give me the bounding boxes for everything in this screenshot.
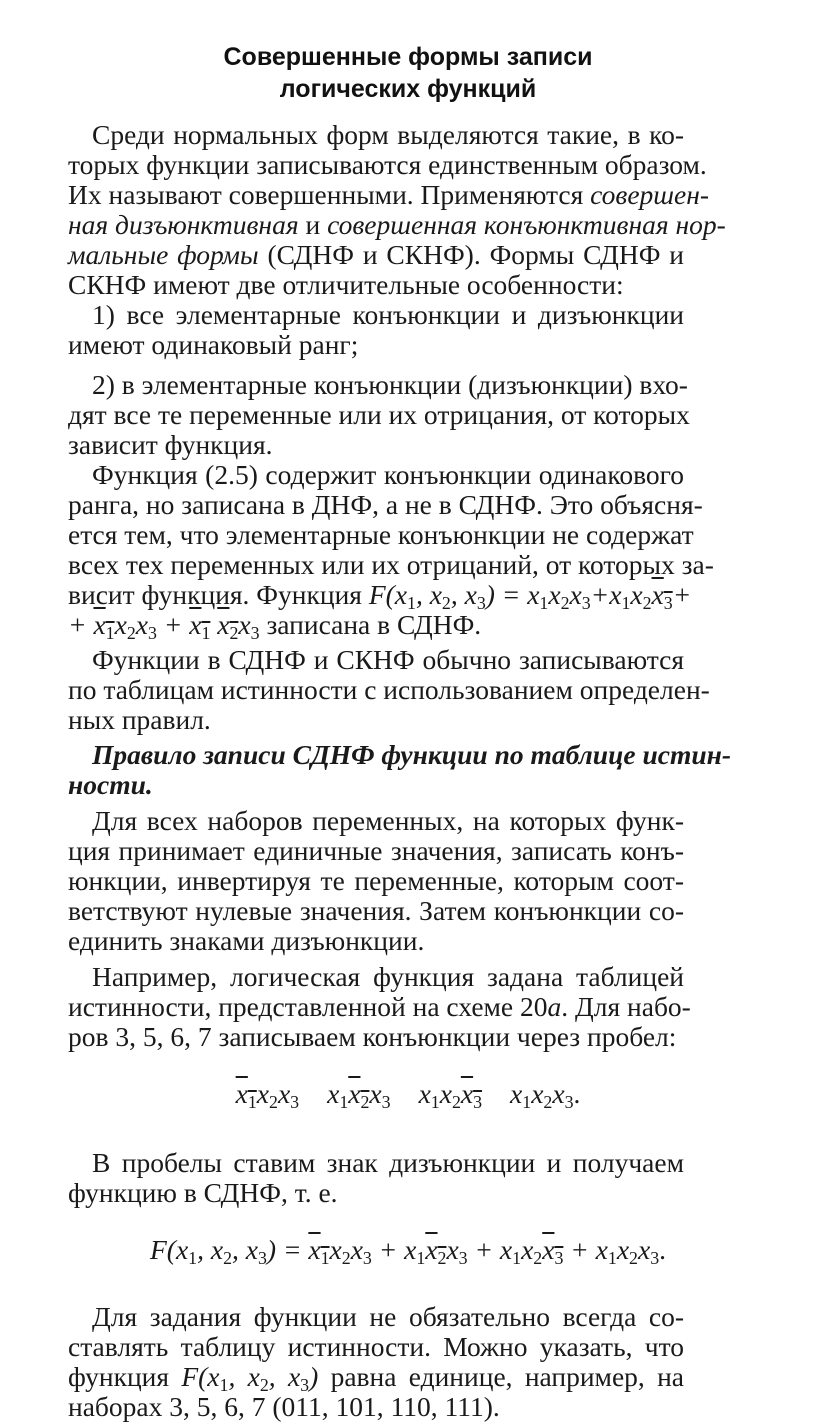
- list-item-2-line-3: зависит функция.: [68, 429, 273, 460]
- p7-line-4: наборах 3, 5, 6, 7 (011, 101, 110, 111).: [68, 1391, 500, 1422]
- p1-line-3-text: Их называют совершенными. Применяются: [68, 179, 584, 210]
- p1-line-1: Среди нормальных форм выделяются такие, в ко-: [92, 119, 684, 150]
- p1-line-5: [68, 240, 684, 270]
- p1-line-4-text: и: [305, 209, 321, 240]
- p4-line-5: единить знаками дизъюнкции.: [68, 925, 425, 956]
- p6-line-1: В пробелы ставим знак дизъюнкции и получаем: [92, 1147, 684, 1178]
- list-item-1-line-1: 1) все элементарные конъюнкции и дизъюнкции: [92, 299, 684, 330]
- p3-line-1: Функции в СДНФ и СКНФ обычно записываются: [92, 644, 684, 675]
- p2-line-6: [68, 609, 684, 643]
- inline-formula-1: $F(x_1$, $x_2$, $x_3) = x_1x_2x_3+x_1x_2x_3+$: [368, 579, 692, 613]
- list-item-2-line-1: 2) в элементарные конъюнкции (дизъюнкции) вхо-: [92, 369, 688, 400]
- p2-line-5: [68, 579, 692, 613]
- p4-line-1: Для всех наборов переменных, на которых функ-: [92, 805, 684, 836]
- p7-line-2: ставлять таблицу истинности. Можно указать, что: [68, 1331, 684, 1362]
- section-title-line-2: логических функций: [279, 75, 537, 103]
- p5-line-2-italic: а: [547, 991, 562, 1022]
- p4-line-4: ветствуют нулевые значения. Затем конъюнкции со-: [68, 895, 684, 926]
- section-title-line-1: Совершенные формы записи: [223, 43, 593, 71]
- p1-line-4-italic-2: совершенная конъюнктивная нор-: [327, 209, 726, 240]
- p5-line-2-text: истинности, представленной на схеме 20: [68, 991, 548, 1022]
- p5-line-1: Например, логическая функция задана таблицей: [92, 961, 684, 992]
- p1-line-6: СКНФ имеют две отличительные особенности:: [68, 269, 624, 300]
- p2-line-1: Функция (2.5) содержит конъюнкции одинакового: [92, 459, 684, 490]
- p7-line-3-text: функция: [68, 1361, 170, 1392]
- p7-line-1: Для задания функции не обязательно всегда со-: [92, 1301, 684, 1332]
- p1-line-5-italic: мальные формы: [68, 239, 259, 270]
- inline-formula-3: $F(x_1$, $x_2$, $x_3$): [181, 1361, 319, 1395]
- p3-line-3: ных правил.: [68, 704, 211, 735]
- conjunctions-formula: $x_1x_2x_3$ $x_1x_2x_3$ $x_1x_2x_3$ $x_1x_2x_3$.: [235, 1078, 581, 1112]
- inline-formula-2: + $x_1x_2x_3 + x_1$ $x_2x_3$: [68, 609, 260, 643]
- p5-line-2: [68, 991, 691, 1022]
- p4-line-3: юнкции, инвертируя те переменные, которым соот-: [68, 865, 684, 896]
- p5-line-2-end: . Для набо-: [561, 991, 691, 1022]
- p2-line-6-text: записана в СДНФ.: [266, 609, 482, 640]
- p7-line-3: [68, 1361, 685, 1395]
- rule-heading-line-1: Правило записи СДНФ функции по таблице истин-: [92, 739, 732, 770]
- list-item-1-line-2: имеют одинаковый ранг;: [68, 329, 359, 360]
- rule-heading-line-2: ности.: [68, 769, 153, 800]
- p1-line-3: [68, 179, 710, 210]
- p2-line-2: ранга, но записана в ДНФ, а не в СДНФ. Это объясня-: [68, 489, 703, 520]
- p1-line-2: торых функции записываются единственным образом.: [68, 149, 707, 180]
- p2-line-3: ется тем, что элементарные конъюнкции не содержат: [68, 519, 694, 550]
- p7-line-3-end: равна единице, например, на: [330, 1361, 685, 1392]
- p1-line-3-italic: совершен-: [590, 179, 710, 210]
- p3-line-2: по таблицам истинности с использованием определен-: [68, 674, 710, 705]
- p6-line-2: функцию в СДНФ, т. е.: [68, 1177, 338, 1208]
- sdnf-formula: $F(x_1$, $x_2$, $x_3) = x_1x_2x_3 + x_1x_2x_3 + x_1x_2x_3 + x_1x_2x_3$.: [149, 1234, 667, 1268]
- p2-line-4: всех тех переменных или их отрицаний, от которых за-: [68, 549, 714, 580]
- p4-line-2: ция принимает единичные значения, записать конъ-: [68, 835, 684, 866]
- p2-line-5-text: висит функция. Функция: [68, 579, 362, 610]
- p1-line-4-italic-1: ная дизъюнктивная: [68, 209, 299, 240]
- p5-line-3: ров 3, 5, 6, 7 записываем конъюнкции через пробел:: [68, 1021, 677, 1052]
- list-item-2-line-2: дят все те переменные или их отрицания, от которых: [68, 399, 690, 430]
- p1-line-4: [68, 209, 726, 240]
- p1-line-5-text: (СДНФ и СКНФ). Формы СДНФ и: [267, 239, 685, 270]
